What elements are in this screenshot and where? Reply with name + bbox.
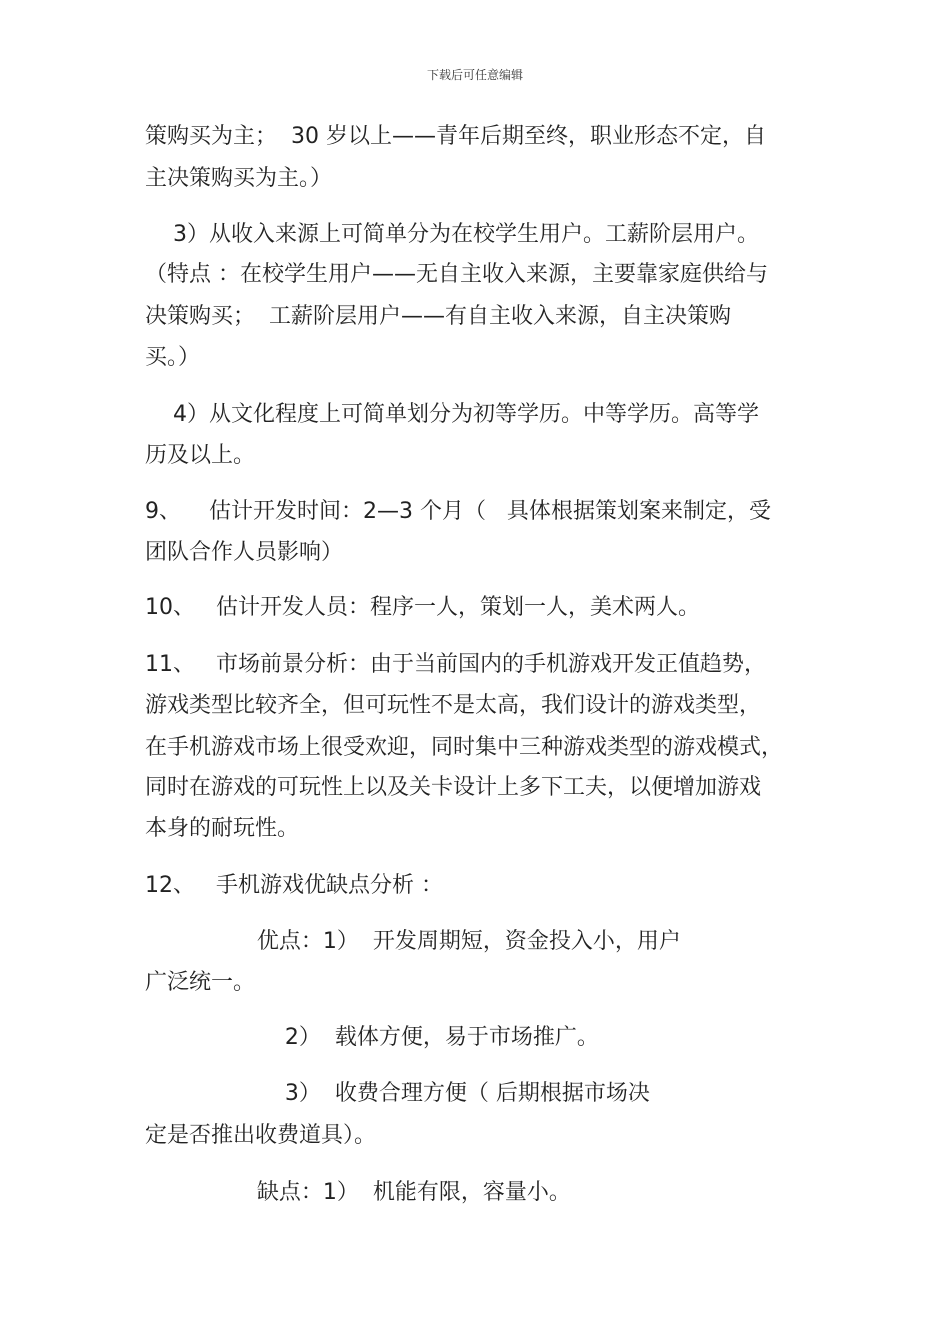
text-line: 缺点：1） 机能有限，容量小。 <box>145 1180 571 1205</box>
text-line: 在手机游戏市场上很受欢迎，同时集中三种游戏类型的游戏模式， <box>145 735 784 760</box>
text-line: （特点 ：在校学生用户——无自主收入来源，主要靠家庭供给与 <box>145 262 768 287</box>
text-line: 决策购买； 工薪阶层用户——有自主收入来源，自主决策购 <box>145 304 731 329</box>
text-line: 10、 估计开发人员：程序一人，策划一人，美术两人。 <box>145 595 700 620</box>
text-line: 3）从收入来源上可简单分为在校学生用户。工薪阶层用户。 <box>145 222 759 247</box>
page-header: 下载后可任意编辑 <box>426 68 523 82</box>
text-line: 买。） <box>145 345 201 370</box>
text-line: 游戏类型比较齐全，但可玩性不是太高，我们设计的游戏类型， <box>145 693 762 718</box>
text-line: 本身的耐玩性。 <box>145 816 300 841</box>
text-line: 广泛统一。 <box>145 970 256 995</box>
text-line: 历及以上。 <box>145 443 256 468</box>
text-line: 12、 手机游戏优缺点分析 ： <box>145 873 443 898</box>
text-line: 主决策购买为主。） <box>145 166 333 191</box>
text-line: 策购买为主； 30 岁以上——青年后期至终，职业形态不定，自 <box>145 124 766 149</box>
text-line: 团队合作人员影响） <box>145 540 344 565</box>
text-line: 同时在游戏的可玩性上以及关卡设计上多下工夫，以便增加游戏 <box>145 775 762 800</box>
text-line: 3） 收费合理方便（ 后期根据市场决 <box>145 1081 650 1106</box>
text-line: 定是否推出收费道具）。 <box>145 1123 377 1148</box>
text-line: 2） 载体方便，易于市场推广。 <box>145 1025 599 1050</box>
text-line: 4）从文化程度上可简单划分为初等学历。中等学历。高等学 <box>145 402 759 427</box>
text-line: 11、 市场前景分析：由于当前国内的手机游戏开发正值趋势， <box>145 652 766 677</box>
text-line: 9、 估计开发时间：2—3 个月（ 具体根据策划案来制定，受 <box>145 499 771 524</box>
text-line: 优点：1） 开发周期短，资金投入小，用户 <box>145 929 681 954</box>
